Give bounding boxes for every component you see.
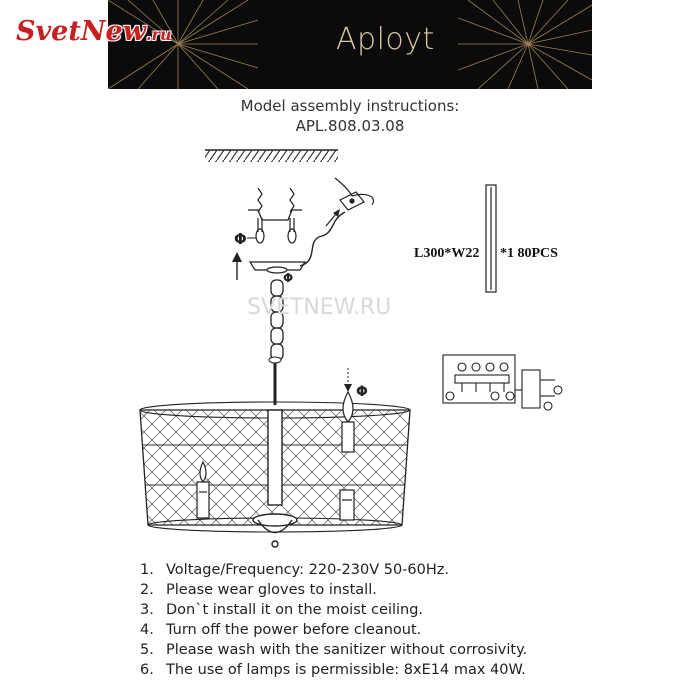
site-logo-main: SvetNew — [16, 16, 146, 47]
canopy — [250, 262, 305, 273]
site-logo-tld: .ru — [145, 25, 172, 44]
model-number: APL.808.03.08 — [295, 117, 405, 135]
rotate-symbol-canopy: Φ — [283, 271, 294, 285]
rotate-marker-left — [234, 230, 256, 248]
ceiling-mark — [205, 150, 338, 162]
crystal-qty-label: *1 80PCS — [500, 246, 558, 261]
instruction-number: 4. — [140, 622, 154, 638]
rotate-symbol-left: Φ — [234, 230, 247, 248]
suspension-chain — [271, 280, 283, 360]
instruction-number: 3. — [140, 602, 154, 618]
instruction-text: Please wear gloves to install. — [166, 582, 377, 598]
crystal-strip-detail — [486, 185, 496, 292]
crystal-size-label: L300*W22 — [414, 246, 480, 261]
instruction-number: 6. — [140, 662, 154, 678]
candle-lamp-right-top — [342, 392, 354, 452]
document-title: Model assembly instructions: — [240, 97, 460, 115]
candle-lamp-right-bottom — [340, 490, 354, 520]
wire-connector — [335, 178, 374, 210]
instructions-list — [140, 560, 527, 680]
wiring-diagram — [443, 355, 562, 410]
rotate-symbol-bulb: Φ — [356, 384, 368, 400]
instruction-text: The use of lamps is permissible: 8xE14 max 40W. — [166, 662, 526, 678]
instruction-item — [140, 560, 527, 580]
instruction-number: 1. — [140, 562, 154, 578]
rotate-marker-canopy — [283, 271, 293, 285]
bulb-pull-arrow-icon — [344, 368, 352, 392]
watermark: SVETNEW.RU — [247, 295, 392, 320]
brand-name: Aployt — [336, 22, 435, 57]
instruction-text: Turn off the power before cleanout. — [166, 622, 422, 638]
rotate-marker-bulb — [356, 384, 368, 400]
up-arrow-icon — [232, 252, 242, 280]
power-wire — [300, 212, 345, 266]
instruction-text: Please wash with the sanitizer without corrosivity. — [166, 642, 528, 658]
instruction-text: Don`t install it on the moist ceiling. — [166, 602, 424, 618]
instruction-item — [140, 640, 527, 660]
instruction-item — [140, 580, 527, 600]
instruction-item — [140, 660, 527, 680]
instruction-item — [140, 620, 527, 640]
instruction-number: 5. — [140, 642, 154, 658]
instruction-number: 2. — [140, 582, 154, 598]
instruction-text: Voltage/Frequency: 220-230V 50-60Hz. — [166, 562, 449, 578]
instruction-item — [140, 600, 527, 620]
